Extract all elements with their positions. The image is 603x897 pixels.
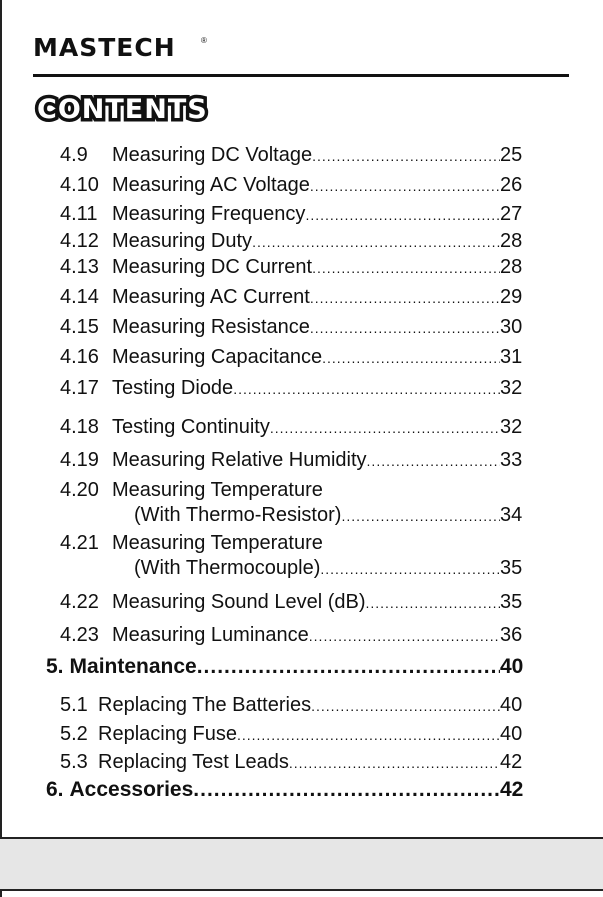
toc-entry-4-19[interactable] <box>0 449 603 472</box>
toc-entry-4-15[interactable] <box>0 316 603 339</box>
toc-entry-4-21[interactable] <box>0 557 603 580</box>
toc-entry-4-9[interactable] <box>0 144 603 167</box>
toc-number: 4.12 <box>60 230 99 252</box>
toc-leader <box>322 350 500 366</box>
toc-label: Measuring Relative Humidity <box>112 449 367 471</box>
toc-leader <box>270 420 500 436</box>
toc-label: Measuring Sound Level (dB) <box>112 591 366 613</box>
toc-leader <box>310 178 500 194</box>
toc-label: Measuring Temperature <box>112 532 323 554</box>
toc-leader <box>237 727 500 743</box>
toc-label: Replacing Test Leads <box>98 751 289 773</box>
toc-page: 29 <box>500 286 523 308</box>
toc-entry-4-18[interactable] <box>0 416 603 439</box>
toc-number: 4.11 <box>60 203 98 225</box>
toc-number: 4.13 <box>60 256 99 278</box>
toc-entry-4-13[interactable] <box>0 256 603 279</box>
toc-label: Testing Diode <box>112 377 234 399</box>
toc-number: 4.20 <box>60 479 99 501</box>
toc-label: Maintenance <box>69 655 197 678</box>
toc-page: 28 <box>500 256 523 278</box>
toc-leader <box>310 290 500 306</box>
toc-label: Measuring Luminance <box>112 624 309 646</box>
toc-page: 40 <box>500 694 523 716</box>
toc-page: 34 <box>500 504 523 526</box>
toc-page: 36 <box>500 624 523 646</box>
toc-leader <box>311 698 500 714</box>
footer-band <box>0 837 603 891</box>
toc-leader <box>197 655 500 679</box>
toc-entry-4-10[interactable] <box>0 174 603 197</box>
toc-entry-5-3[interactable] <box>0 751 603 774</box>
toc-label: Measuring AC Current <box>112 286 310 308</box>
toc-number: 4.18 <box>60 416 99 438</box>
toc-leader <box>365 595 500 611</box>
toc-label: Measuring DC Current <box>112 256 313 278</box>
toc-label: Measuring Duty <box>112 230 253 252</box>
toc-label: Measuring Temperature <box>112 479 323 501</box>
toc-leader <box>320 561 500 577</box>
toc-number: 5.1 <box>60 694 88 716</box>
brand-logo: MASTECH <box>33 33 176 62</box>
toc-number: 4.22 <box>60 591 99 613</box>
toc-leader <box>309 628 500 644</box>
toc-page: 31 <box>500 346 523 368</box>
toc-leader <box>252 234 500 250</box>
toc-leader <box>341 508 500 524</box>
toc-number: 4.10 <box>60 174 99 196</box>
toc-number: 4.23 <box>60 624 99 646</box>
toc-number: 4.16 <box>60 346 99 368</box>
toc-leader <box>367 453 500 469</box>
toc-page: 40 <box>500 723 523 745</box>
toc-label: Measuring DC Voltage <box>112 144 313 166</box>
toc-leader <box>193 778 500 802</box>
toc-page: 32 <box>500 416 523 438</box>
toc-entry-4-20-heading[interactable] <box>0 479 603 502</box>
toc-number: 5.3 <box>60 751 88 773</box>
toc-label: Measuring Resistance <box>112 316 310 338</box>
footer-divider <box>0 889 603 891</box>
toc-entry-6[interactable] <box>0 778 603 802</box>
toc-entry-5-2[interactable] <box>0 723 603 746</box>
toc-page: 32 <box>500 377 523 399</box>
toc-page: 42 <box>500 778 524 801</box>
toc-page: 33 <box>500 449 523 471</box>
toc-number: 5. <box>46 655 64 678</box>
toc-number: 4.15 <box>60 316 99 338</box>
toc-label: Measuring AC Voltage <box>112 174 310 196</box>
toc-page: 26 <box>500 174 523 196</box>
toc-label-continued: (With Thermocouple) <box>134 557 321 579</box>
toc-entry-4-20[interactable] <box>0 504 603 527</box>
toc-entry-5[interactable] <box>0 655 603 679</box>
toc-leader <box>312 260 500 276</box>
toc-leader <box>289 755 500 771</box>
toc-leader <box>305 207 500 223</box>
toc-entry-4-22[interactable] <box>0 591 603 614</box>
toc-page: 35 <box>500 591 523 613</box>
toc-number: 4.14 <box>60 286 99 308</box>
toc-label: Accessories <box>69 778 194 801</box>
toc-entry-4-16[interactable] <box>0 346 603 369</box>
toc-number: 4.21 <box>60 532 99 554</box>
toc-label: Replacing Fuse <box>98 723 237 745</box>
toc-label: Testing Continuity <box>112 416 270 438</box>
toc-entry-4-11[interactable] <box>0 203 603 226</box>
toc-leader <box>310 320 500 336</box>
header-divider <box>33 74 569 77</box>
toc-entry-5-1[interactable] <box>0 694 603 717</box>
toc-page: 30 <box>500 316 523 338</box>
toc-label-continued: (With Thermo-Resistor) <box>134 504 342 526</box>
toc-page: 25 <box>500 144 523 166</box>
toc-page: 28 <box>500 230 523 252</box>
toc-label: Measuring Capacitance <box>112 346 323 368</box>
toc-entry-4-12[interactable] <box>0 230 603 253</box>
toc-number: 5.2 <box>60 723 88 745</box>
toc-page: 40 <box>500 655 524 678</box>
toc-page: 35 <box>500 557 523 579</box>
toc-entry-4-17[interactable] <box>0 377 603 400</box>
toc-leader <box>312 148 500 164</box>
toc-leader <box>233 381 500 397</box>
toc-page: 27 <box>500 203 523 225</box>
toc-label: Measuring Frequency <box>112 203 306 225</box>
toc-label: Replacing The Batteries <box>98 694 312 716</box>
registered-mark: ® <box>201 36 207 45</box>
toc-number: 4.17 <box>60 377 99 399</box>
toc-entry-4-21-heading[interactable] <box>0 532 603 555</box>
toc-page: 42 <box>500 751 523 773</box>
toc-entry-4-23[interactable] <box>0 624 603 647</box>
contents-heading: CONTENTS <box>37 94 208 125</box>
toc-number: 6. <box>46 778 64 801</box>
toc-entry-4-14[interactable] <box>0 286 603 309</box>
toc-number: 4.9 <box>60 144 88 166</box>
toc-number: 4.19 <box>60 449 99 471</box>
